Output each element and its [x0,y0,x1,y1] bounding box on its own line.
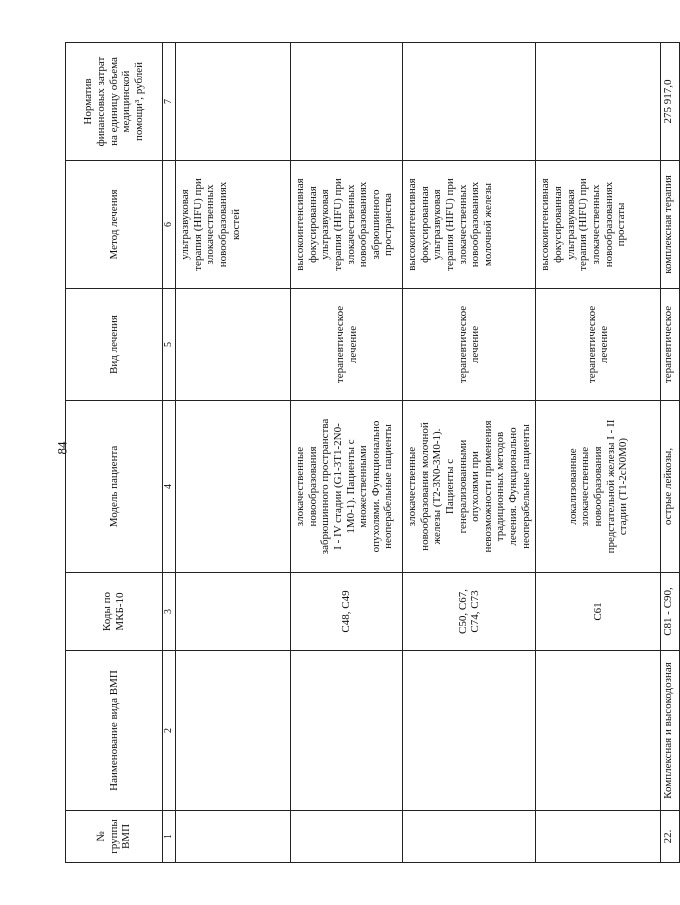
table-row [536,43,661,863]
cell-treat-type: терапевтическое [661,289,680,401]
header-name: Наименование вида ВМП [66,651,163,811]
col-number: 6 [163,161,176,289]
vmp-table [65,42,680,863]
table-row [403,43,536,863]
cell-method: ультразвуковая терапия (HIFU) при злокачественных новообразованиях костей [176,161,291,289]
col-number: 3 [163,573,176,651]
cell-method: высокоинтенсивная фокусированная ультразвуковая терапия (HIFU) при злокачественных новообразованиях молочной железы [403,161,536,289]
table-row [661,43,680,863]
cell-codes [176,573,291,651]
cell-cost [176,43,291,161]
cell-model [176,401,291,573]
column-number-row [163,43,176,863]
cell-cost [536,43,661,161]
cell-model: злокачественные новообразования молочной железы (T2-3N0-3M0-1). Пациенты с генерализованными опухолями при невозможности применения традиционных методов лечения. Функционально неоперабельные пациенты [403,401,536,573]
cell-treat-type: терапевтическое лечение [291,289,403,401]
table-row [176,43,291,863]
col-number: 2 [163,651,176,811]
cell-treat-type: терапевтическое лечение [403,289,536,401]
cell-codes: C81 - C90, [661,573,680,651]
cell-codes: C50, C67, C74, C73 [403,573,536,651]
cell-name [176,651,291,811]
cell-method: комплексная терапия [661,161,680,289]
cell-group [536,811,661,863]
table-header-row [66,43,163,863]
cell-group [176,811,291,863]
cell-treat-type: терапевтическое лечение [536,289,661,401]
cell-model: локализованные злокачественные новообразования предстательной железы I - II стадии (T1-2cN0M0) [536,401,661,573]
col-number: 1 [163,811,176,863]
col-number: 5 [163,289,176,401]
cell-method: высокоинтенсивная фокусированная ультразвуковая терапия (HIFU) при злокачественных новообразованиях забрюшинного пространства [291,161,403,289]
header-treat-type: Вид лечения [66,289,163,401]
cell-cost [291,43,403,161]
cell-group: 22. [661,811,680,863]
cell-name [291,651,403,811]
rotated-table-container [65,43,675,863]
header-codes: Коды по МКБ-10 [66,573,163,651]
cell-cost [403,43,536,161]
cell-method: высокоинтенсивная фокусированная ультразвуковая терапия (HIFU) при злокачественных новообразованиях простаты [536,161,661,289]
cell-name [403,651,536,811]
cell-codes: C61 [536,573,661,651]
cell-model: острые лейкозы, [661,401,680,573]
col-number: 7 [163,43,176,161]
header-method: Метод лечения [66,161,163,289]
cell-group [291,811,403,863]
cell-treat-type [176,289,291,401]
cell-model: злокачественные новообразования забрюшинного пространства I - IV стадии (G1-3T1-2N0- 1M0-1). Пациенты с множественными опухолями. Функционально неоперабельные пациенты [291,401,403,573]
cell-name: Комплексная и высокодозная [661,651,680,811]
header-cost: Норматив финансовых затрат на единицу объема медицинской помощи³, рублей [66,43,163,161]
header-group: № группы ВМП [66,811,163,863]
cell-codes: C48, C49 [291,573,403,651]
cell-group [403,811,536,863]
table-row [291,43,403,863]
page-number: 84 [54,441,70,455]
header-model: Модель пациента [66,401,163,573]
col-number: 4 [163,401,176,573]
cell-cost: 275 917,0 [661,43,680,161]
cell-name [536,651,661,811]
